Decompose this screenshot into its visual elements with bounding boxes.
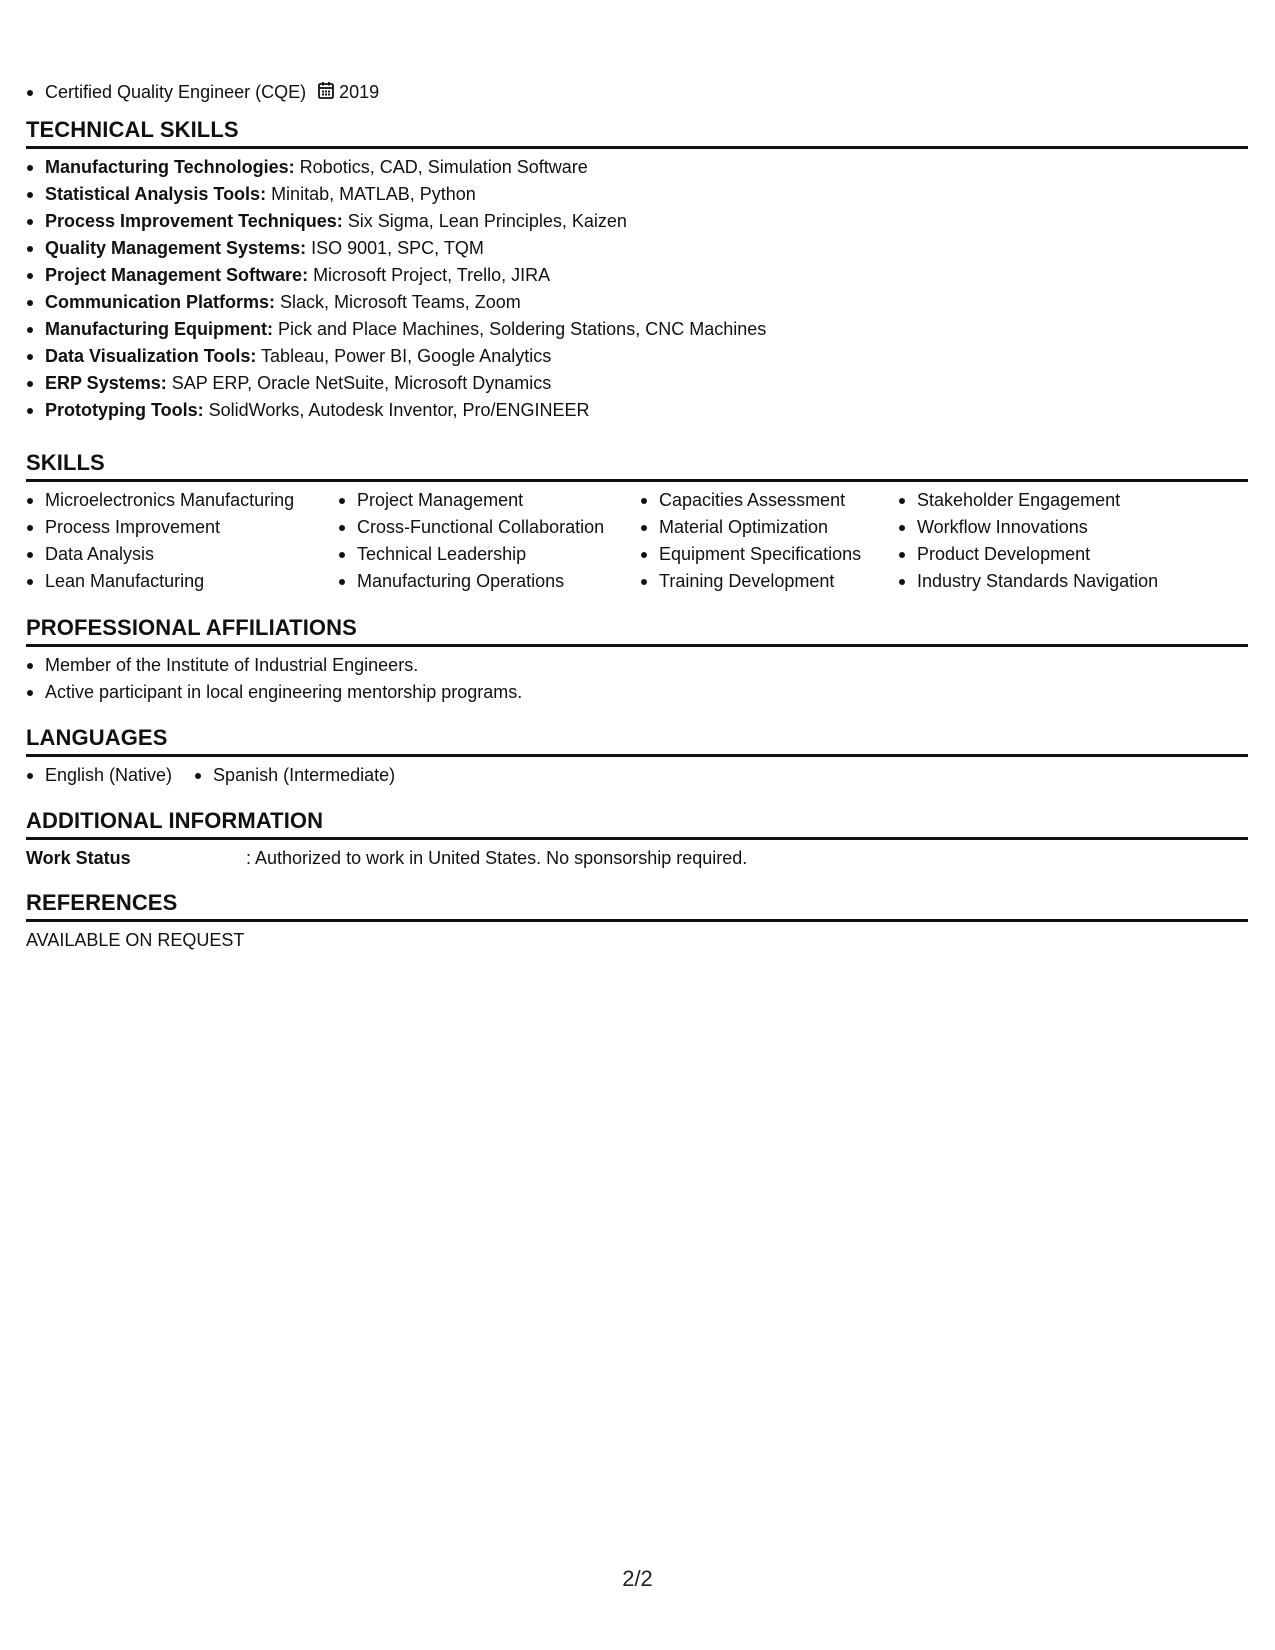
- skills-column: [898, 487, 1158, 595]
- skills-column: [338, 487, 604, 595]
- list-item: Stakeholder Engagement: [898, 487, 1158, 514]
- list-item: Process Improvement: [26, 514, 294, 541]
- section-title-references: REFERENCES: [26, 890, 178, 915]
- skills-section: [26, 450, 1248, 597]
- list-item: Project Management: [338, 487, 604, 514]
- list-item: Manufacturing Operations: [338, 568, 604, 595]
- list-item: Prototyping Tools: SolidWorks, Autodesk Inventor, Pro/ENGINEER: [26, 397, 1248, 424]
- list-item: Technical Leadership: [338, 541, 604, 568]
- technical-skills-section: [26, 117, 1248, 424]
- references-section: [26, 890, 1248, 954]
- list-item: Industry Standards Navigation: [898, 568, 1158, 595]
- section-title-affiliations: PROFESSIONAL AFFILIATIONS: [26, 615, 357, 640]
- section-divider: [26, 837, 1248, 840]
- languages-section: [26, 725, 1248, 789]
- list-item: Workflow Innovations: [898, 514, 1158, 541]
- list-item: Lean Manufacturing: [26, 568, 294, 595]
- skills-grid: [26, 487, 1248, 597]
- certification-name: Certified Quality Engineer (CQE): [26, 79, 306, 106]
- calendar-icon: [318, 81, 334, 104]
- list-item: Training Development: [640, 568, 861, 595]
- work-status-row: [26, 845, 1248, 872]
- section-divider: [26, 146, 1248, 149]
- section-title-technical-skills: TECHNICAL SKILLS: [26, 117, 239, 142]
- list-item: Active participant in local engineering mentorship programs.: [26, 679, 1248, 706]
- list-item: Manufacturing Technologies: Robotics, CAD, Simulation Software: [26, 154, 1248, 181]
- list-item: Microelectronics Manufacturing: [26, 487, 294, 514]
- list-item: Member of the Institute of Industrial Engineers.: [26, 652, 1248, 679]
- list-item: Project Management Software: Microsoft Project, Trello, JIRA: [26, 262, 1248, 289]
- list-item: Product Development: [898, 541, 1158, 568]
- section-divider: [26, 479, 1248, 482]
- section-divider: [26, 644, 1248, 647]
- certification-year: 2019: [339, 82, 380, 102]
- list-item: Process Improvement Techniques: Six Sigma, Lean Principles, Kaizen: [26, 208, 1248, 235]
- list-item: Data Visualization Tools: Tableau, Power BI, Google Analytics: [26, 343, 1248, 370]
- list-item: English (Native): [26, 762, 172, 789]
- list-item: Cross-Functional Collaboration: [338, 514, 604, 541]
- skills-column: [640, 487, 861, 595]
- technical-skills-list: [26, 154, 1248, 424]
- section-title-additional-info: ADDITIONAL INFORMATION: [26, 808, 324, 833]
- references-text: AVAILABLE ON REQUEST: [26, 930, 245, 950]
- list-item: ERP Systems: SAP ERP, Oracle NetSuite, Microsoft Dynamics: [26, 370, 1248, 397]
- affiliations-list: [26, 652, 1248, 706]
- skills-column: [26, 487, 294, 595]
- additional-info-section: [26, 808, 1248, 872]
- section-title-skills: SKILLS: [26, 450, 105, 475]
- list-item: Quality Management Systems: ISO 9001, SPC, TQM: [26, 235, 1248, 262]
- list-item: Spanish (Intermediate): [194, 762, 395, 789]
- affiliations-section: [26, 615, 1248, 706]
- section-title-languages: LANGUAGES: [26, 725, 168, 750]
- list-item: Equipment Specifications: [640, 541, 861, 568]
- section-divider: [26, 919, 1248, 922]
- work-status-value: : Authorized to work in United States. No sponsorship required.: [246, 848, 748, 868]
- list-item: Capacities Assessment: [640, 487, 861, 514]
- list-item: Data Analysis: [26, 541, 294, 568]
- list-item: Manufacturing Equipment: Pick and Place Machines, Soldering Stations, CNC Machines: [26, 316, 1248, 343]
- list-item: Communication Platforms: Slack, Microsoft Teams, Zoom: [26, 289, 1248, 316]
- page-number: 2/2: [622, 1566, 653, 1591]
- certification-row: [26, 79, 379, 106]
- list-item: Statistical Analysis Tools: Minitab, MATLAB, Python: [26, 181, 1248, 208]
- languages-list: [26, 762, 1248, 789]
- list-item: Material Optimization: [640, 514, 861, 541]
- work-status-label: Work Status: [26, 848, 131, 868]
- section-divider: [26, 754, 1248, 757]
